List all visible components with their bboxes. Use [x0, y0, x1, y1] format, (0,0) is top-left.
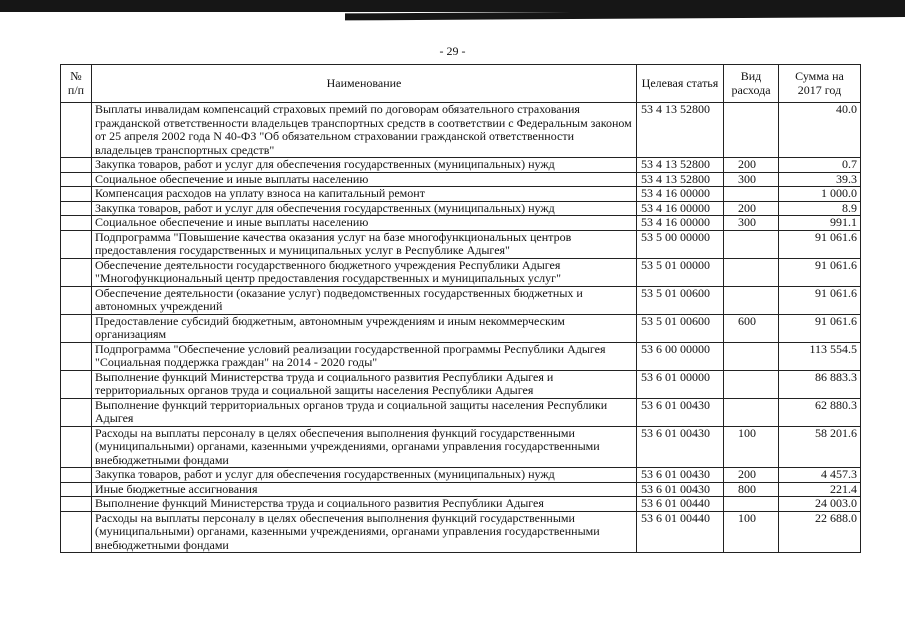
cell-name: Социальное обеспечение и иные выплаты населению — [92, 172, 637, 187]
cell-code: 53 6 01 00440 — [637, 497, 724, 512]
table-row — [61, 342, 861, 370]
cell-num — [61, 201, 92, 216]
cell-code: 53 6 01 00440 — [637, 511, 724, 553]
cell-code: 53 4 16 00000 — [637, 187, 724, 202]
table-row — [61, 286, 861, 314]
cell-num — [61, 398, 92, 426]
cell-name: Выполнение функций Министерства труда и социального развития Республики Адыгея — [92, 497, 637, 512]
cell-num — [61, 172, 92, 187]
cell-name: Закупка товаров, работ и услуг для обеспечения государственных (муниципальных) нужд — [92, 201, 637, 216]
cell-amount: 86 883.3 — [779, 370, 861, 398]
cell-num — [61, 497, 92, 512]
cell-kind — [724, 286, 779, 314]
cell-kind — [724, 370, 779, 398]
cell-code: 53 6 01 00430 — [637, 398, 724, 426]
cell-code: 53 5 01 00600 — [637, 286, 724, 314]
cell-kind — [724, 398, 779, 426]
cell-name: Выполнение функций территориальных органов труда и социальной защиты населения Республики Адыгея — [92, 398, 637, 426]
cell-amount: 0.7 — [779, 158, 861, 173]
cell-amount: 991.1 — [779, 216, 861, 231]
cell-kind: 600 — [724, 314, 779, 342]
cell-code: 53 4 16 00000 — [637, 216, 724, 231]
cell-num — [61, 187, 92, 202]
cell-amount: 91 061.6 — [779, 286, 861, 314]
cell-amount: 62 880.3 — [779, 398, 861, 426]
cell-kind — [724, 497, 779, 512]
cell-num — [61, 286, 92, 314]
cell-name: Обеспечение деятельности государственного бюджетного учреждения Республики Адыгея "Многофункциональный центр предоставления государственных и муниципальных услуг" — [92, 258, 637, 286]
cell-num — [61, 314, 92, 342]
cell-code: 53 4 13 52800 — [637, 172, 724, 187]
cell-name: Обеспечение деятельности (оказание услуг) подведомственных государственных бюджетных и автономных учреждений — [92, 286, 637, 314]
cell-name: Предоставление субсидий бюджетным, автономным учреждениям и иным некоммерческим организациям — [92, 314, 637, 342]
cell-name: Закупка товаров, работ и услуг для обеспечения государственных (муниципальных) нужд — [92, 158, 637, 173]
scan-top-border — [0, 0, 905, 20]
cell-code: 53 6 01 00000 — [637, 370, 724, 398]
cell-amount: 58 201.6 — [779, 426, 861, 468]
cell-amount: 113 554.5 — [779, 342, 861, 370]
table-row — [61, 482, 861, 497]
cell-code: 53 5 00 00000 — [637, 230, 724, 258]
cell-num — [61, 158, 92, 173]
table-row — [61, 314, 861, 342]
table-header-row — [61, 65, 861, 103]
cell-num — [61, 258, 92, 286]
cell-kind — [724, 187, 779, 202]
cell-name: Компенсация расходов на уплату взноса на капитальный ремонт — [92, 187, 637, 202]
cell-code: 53 4 13 52800 — [637, 158, 724, 173]
table-row — [61, 103, 861, 158]
cell-name: Закупка товаров, работ и услуг для обеспечения государственных (муниципальных) нужд — [92, 468, 637, 483]
cell-amount: 221.4 — [779, 482, 861, 497]
cell-kind — [724, 342, 779, 370]
header-amount: Сумма на 2017 год — [779, 65, 861, 103]
cell-num — [61, 216, 92, 231]
cell-kind: 800 — [724, 482, 779, 497]
cell-kind: 200 — [724, 158, 779, 173]
cell-name: Социальное обеспечение и иные выплаты населению — [92, 216, 637, 231]
cell-kind — [724, 230, 779, 258]
header-name: Наименование — [92, 65, 637, 103]
cell-name: Выполнение функций Министерства труда и социального развития Республики Адыгея и территориальных органов труда и социальной защиты населения Республики Адыгея — [92, 370, 637, 398]
cell-kind: 300 — [724, 172, 779, 187]
cell-amount: 39.3 — [779, 172, 861, 187]
table-row — [61, 158, 861, 173]
cell-amount: 8.9 — [779, 201, 861, 216]
cell-num — [61, 482, 92, 497]
cell-num — [61, 426, 92, 468]
cell-kind — [724, 103, 779, 158]
cell-amount: 22 688.0 — [779, 511, 861, 553]
table-row — [61, 497, 861, 512]
table-row — [61, 216, 861, 231]
header-code: Целевая статья — [637, 65, 724, 103]
cell-name: Расходы на выплаты персоналу в целях обеспечения выполнения функций государственными (муниципальными) органами, казенными учреждениями, органами управления государственными внебюджетными фондами — [92, 426, 637, 468]
cell-code: 53 5 01 00600 — [637, 314, 724, 342]
table-row — [61, 511, 861, 553]
cell-amount: 1 000.0 — [779, 187, 861, 202]
table-row — [61, 230, 861, 258]
table-row — [61, 172, 861, 187]
table-row — [61, 187, 861, 202]
header-num: № п/п — [61, 65, 92, 103]
cell-code: 53 4 13 52800 — [637, 103, 724, 158]
cell-kind: 100 — [724, 511, 779, 553]
cell-num — [61, 342, 92, 370]
cell-amount: 4 457.3 — [779, 468, 861, 483]
cell-num — [61, 468, 92, 483]
cell-name: Расходы на выплаты персоналу в целях обеспечения выполнения функций государственными (муниципальными) органами, казенными учреждениями, органами управления государственными внебюджетными фондами — [92, 511, 637, 553]
page-number: - 29 - — [439, 44, 466, 58]
header-kind: Вид расхода — [724, 65, 779, 103]
table-row — [61, 258, 861, 286]
cell-kind: 200 — [724, 201, 779, 216]
cell-code: 53 6 01 00430 — [637, 482, 724, 497]
table-row — [61, 370, 861, 398]
cell-amount: 91 061.6 — [779, 258, 861, 286]
table-row — [61, 468, 861, 483]
budget-table — [60, 64, 861, 553]
table-row — [61, 426, 861, 468]
table-row — [61, 398, 861, 426]
cell-code: 53 4 16 00000 — [637, 201, 724, 216]
cell-num — [61, 370, 92, 398]
cell-num — [61, 511, 92, 553]
table-row — [61, 201, 861, 216]
cell-name: Выплаты инвалидам компенсаций страховых премий по договорам обязательного страхования гражданской ответственности владельцев транспортных средств в соответствии с Федеральным законом от 25 апреля 2002 года N 40-ФЗ "Об обязательном страховании гражданской ответственности владельцев транспортных средств" — [92, 103, 637, 158]
cell-amount: 40.0 — [779, 103, 861, 158]
cell-code: 53 6 01 00430 — [637, 426, 724, 468]
cell-num — [61, 103, 92, 158]
cell-amount: 91 061.6 — [779, 230, 861, 258]
cell-name: Подпрограмма "Обеспечение условий реализации государственной программы Республики Адыгея "Социальная поддержка граждан" на 2014 - 2020 годы" — [92, 342, 637, 370]
cell-amount: 24 003.0 — [779, 497, 861, 512]
cell-name: Подпрограмма "Повышение качества оказания услуг на базе многофункциональных центров предоставления государственных и муниципальных услуг в Республике Адыгея" — [92, 230, 637, 258]
cell-amount: 91 061.6 — [779, 314, 861, 342]
cell-kind: 200 — [724, 468, 779, 483]
cell-code: 53 5 01 00000 — [637, 258, 724, 286]
cell-kind: 300 — [724, 216, 779, 231]
cell-code: 53 6 01 00430 — [637, 468, 724, 483]
cell-num — [61, 230, 92, 258]
cell-name: Иные бюджетные ассигнования — [92, 482, 637, 497]
cell-kind — [724, 258, 779, 286]
cell-code: 53 6 00 00000 — [637, 342, 724, 370]
cell-kind: 100 — [724, 426, 779, 468]
